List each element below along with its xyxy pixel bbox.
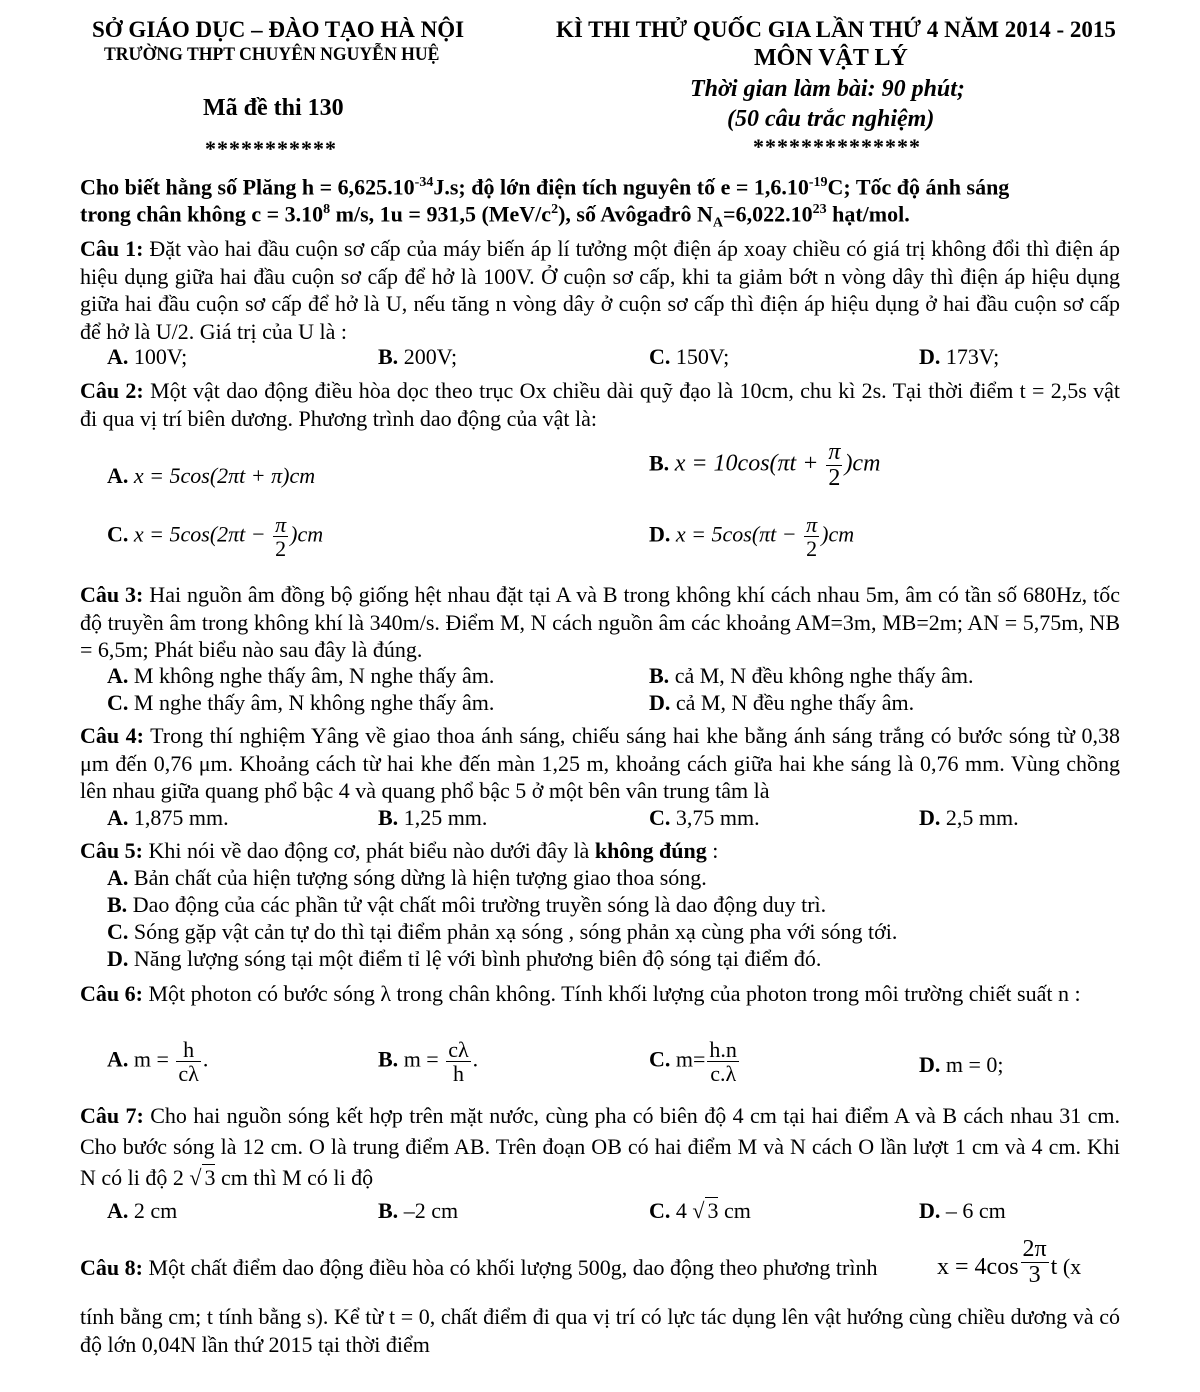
stars-right: ************** [753, 134, 921, 159]
q6b-fraction: $\frac{c\lambda}{h}$ [448, 1037, 469, 1087]
question-8-line-2: tính bằng cm; t tính bằng s). Kể từ t = 0, chất điểm đi qua vị trí có lực tác dụng lên vật hướng cùng chiều dương và có độ lớn 0,04N lần thứ 2015 tại thời điểm [80, 1304, 1120, 1357]
stars-left: *********** [205, 136, 337, 161]
q1-option-b[interactable]: B. 200V; [378, 344, 458, 369]
q4-option-c[interactable]: C. 3,75 mm. [649, 805, 760, 830]
question-7: Câu 7: Cho hai nguồn sóng kết hợp trên mặt nước, cùng pha có biên độ 4 cm tại hai điểm A và B cách nhau 31 cm. Cho bước sóng là 12 cm. O là trung điểm AB. Trên đoạn OB có hai điểm M và N cách O lần lượt 1 cm và 4 cm. Khi N có li độ 2 √ 3 cm thì M có li độ [80, 1103, 1121, 1190]
q2-option-c[interactable]: C. x = 5cos(2πt − $\frac{\pi}{2}$ )cm [107, 512, 324, 562]
exam-code: Mã đề thi 130 [203, 95, 344, 121]
q4-option-a[interactable]: A. 1,875 mm. [107, 805, 229, 830]
q1-option-c[interactable]: C. 150V; [649, 344, 730, 369]
q1-option-d[interactable]: D. 173V; [919, 344, 1000, 369]
q3-option-b[interactable]: B. cả M, N đều không nghe thấy âm. [649, 663, 974, 688]
q2b-fraction: $\frac{\pi}{2}$ [828, 439, 841, 492]
q1-option-a[interactable]: A. 100V; [107, 344, 188, 369]
constants-line-1: Cho biết hằng số Plăng $h = 6,625.10^{-34}J.s$; độ lớn điện tích nguyên tố $e = 1,6.10^{-19}C$; Tốc độ ánh sáng [80, 174, 1010, 200]
q6a-fraction: $\frac{h}{c\lambda}$ [178, 1037, 199, 1087]
q2-option-d[interactable]: D. x = 5cos(πt − $\frac{\pi}{2}$ )cm [649, 512, 855, 562]
q2d-fraction: $\frac{\pi}{2}$ [806, 512, 818, 562]
q7-option-d[interactable]: D. – 6 cm [919, 1198, 1006, 1223]
dept-name: SỞ GIÁO DỤC – ĐÀO TẠO HÀ NỘI [92, 17, 465, 42]
question-5: Câu 5: Khi nói về dao động cơ, phát biểu nào dưới đây là không đúng : [80, 838, 719, 863]
q7-option-a[interactable]: A. 2 cm [107, 1198, 178, 1223]
question-4: Câu 4: Trong thí nghiệm Yâng về giao thoa ánh sáng, chiếu sáng hai khe bằng ánh sáng trắng có bước sóng từ 0,38 μm đến 0,76 μm. Khoảng cách từ hai khe đến màn 1,25 m, khoảng cách giữa hai khe sáng là 0,76 mm. Vùng chồng lên nhau giữa quang phổ bậc 4 và quang phổ bậc 5 ở một bên vân trung tâm là [80, 723, 1120, 803]
q3-option-c[interactable]: C. M nghe thấy âm, N không nghe thấy âm. [107, 690, 495, 715]
exam-title: KÌ THI THỬ QUỐC GIA LẦN THỨ 4 NĂM 2014 - 2015 [556, 17, 1116, 42]
q6-option-c[interactable]: C. m= $\frac{h.n}{c.\lambda}$ [649, 1037, 737, 1087]
q6-option-a[interactable]: A. m = $\frac{h}{c\lambda}$ . [107, 1037, 209, 1087]
q5-option-c[interactable]: C. Sóng gặp vật cản tự do thì tại điểm phản xạ sóng , sóng phản xạ cùng pha với sóng tới. [107, 919, 898, 944]
q5-option-b[interactable]: B. Dao động của các phần tử vật chất môi trường truyền sóng là dao động duy trì. [107, 892, 827, 917]
q8-equation: x = 4cos $\frac{2\pi}{3}$ t (x [937, 1236, 1082, 1289]
question-1: Câu 1: Đặt vào hai đầu cuộn sơ cấp của máy biến áp lí tưởng một điện áp xoay chiều có giá trị không đổi thì điện áp hiệu dụng giữa hai đầu cuộn sơ cấp để hở là 100V. Ở cuộn sơ cấp, khi ta giảm bớt n vòng dây thì điện áp hiệu dụng giữa hai đầu cuộn sơ cấp để hở là U, nếu tăng n vòng dây ở cuộn sơ cấp thì điện áp hiệu dụng ở hai đầu cuộn sơ cấp để hở là U/2. Giá trị của U là : [80, 236, 1121, 344]
q2c-fraction: $\frac{\pi}{2}$ [275, 512, 287, 562]
q5-option-d[interactable]: D. Năng lượng sóng tại một điểm tỉ lệ với bình phương biên độ sóng tại điểm đó. [107, 946, 822, 971]
question-3: Câu 3: Hai nguồn âm đồng bộ giống hệt nhau đặt tại A và B trong không khí cách nhau 5m, âm có tần số 680Hz, tốc độ truyền âm trong không khí là 340m/s. Điểm M, N cách nguồn âm các khoảng AM=3m, MB=2m; AN = 5,75m, NB = 6,5m; Phát biểu nào sau đây là đúng. [80, 582, 1120, 662]
question-6: Câu 6: Một photon có bước sóng λ trong chân không. Tính khối lượng của photon trong môi trường chiết suất n : [80, 981, 1081, 1006]
subject: MÔN VẬT LÝ [754, 45, 908, 71]
q6c-fraction: $\frac{h.n}{c.\lambda}$ [709, 1037, 737, 1087]
q2-option-a[interactable]: A. x = 5cos(2πt + π)cm [107, 463, 316, 488]
question-2: Câu 2: Một vật dao động điều hòa dọc theo trục Ox chiều dài quỹ đạo là 10cm, chu kì 2s. Tại thời điểm t = 2,5s vật đi qua vị trí biên dương. Phương trình dao động của vật là: [80, 378, 1121, 431]
q7-option-b[interactable]: B. –2 cm [378, 1198, 459, 1223]
question-count: (50 câu trắc nghiệm) [727, 106, 935, 132]
question-8-line-1: Câu 8: Một chất điểm dao động điều hòa có khối lượng 500g, dao động theo phương trình x = 4cos $\frac{2\pi}{3}$ t (x [80, 1236, 1082, 1289]
school-name: TRƯỜNG THPT CHUYÊN NGUYỄN HUỆ [104, 44, 440, 65]
q5-option-a[interactable]: A. Bản chất của hiện tượng sóng dừng là hiện tượng giao thoa sóng. [107, 865, 707, 890]
q6-option-b[interactable]: B. m = $\frac{c\lambda}{h}$ . [378, 1037, 479, 1087]
q3-option-a[interactable]: A. M không nghe thấy âm, N nghe thấy âm. [107, 663, 495, 688]
q4-option-b[interactable]: B. 1,25 mm. [378, 805, 488, 830]
q6-option-d[interactable]: D. m = 0; [919, 1052, 1004, 1077]
constants-line-2: trong chân không $c = 3.10^8$ m/s, 1u = 931,5 $(MeV/c^2)$, số Avôgađrô $N_A=6,022.10^{23}$ hạt/mol. [80, 201, 910, 231]
q3-option-d[interactable]: D. cả M, N đều nghe thấy âm. [649, 690, 915, 715]
q2-option-b[interactable]: B. x = 10cos(πt + $\frac{\pi}{2}$ )cm [649, 439, 881, 492]
q7-option-c[interactable]: C. 4 √ 3 cm [649, 1198, 751, 1223]
q4-option-d[interactable]: D. 2,5 mm. [919, 805, 1019, 830]
exam-time: Thời gian làm bài: 90 phút; [690, 76, 965, 102]
q8-fraction: $\frac{2\pi}{3}$ [1022, 1236, 1047, 1289]
